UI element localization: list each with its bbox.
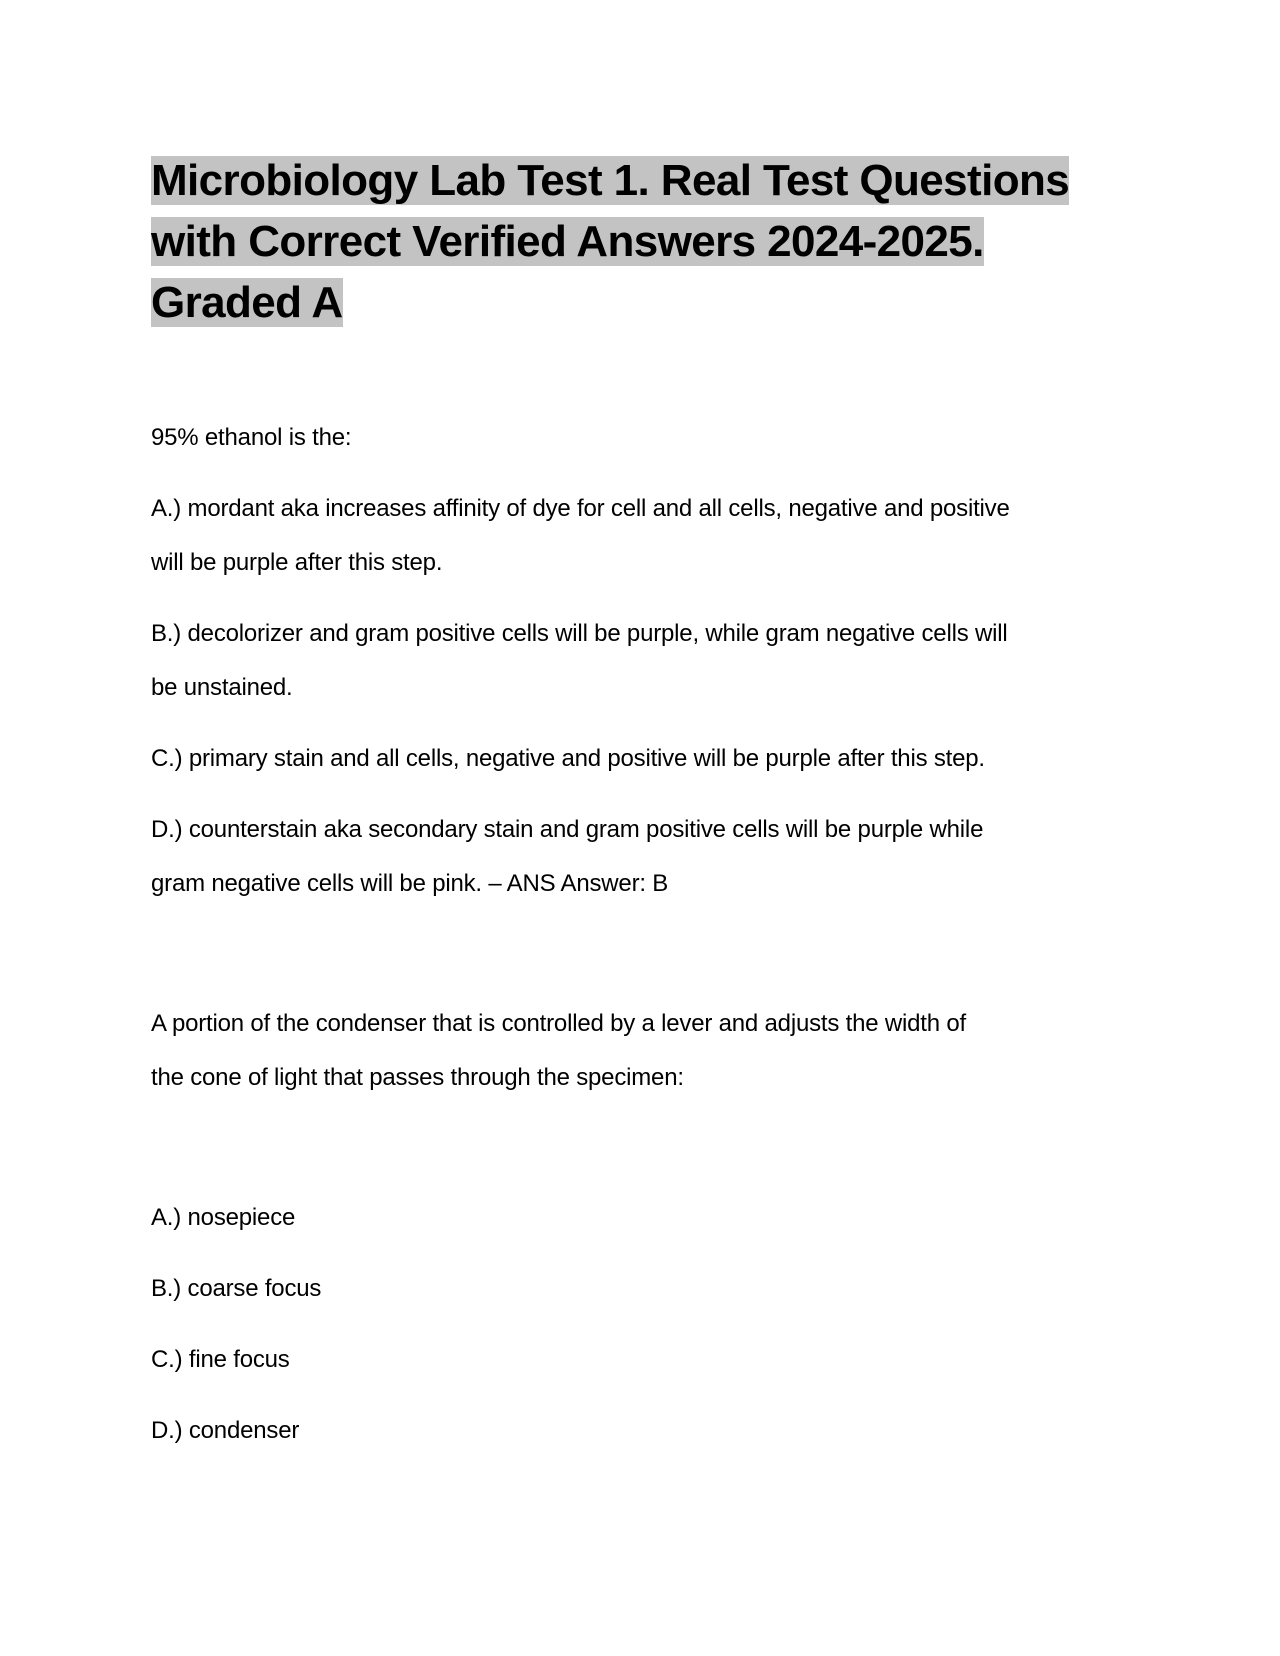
document-page xyxy=(151,150,1136,1458)
question-2-option-a: A.) nosepiece xyxy=(151,1204,296,1231)
question-1 xyxy=(151,411,1136,911)
title-line: with Correct Verified Answers 2024-2025. xyxy=(151,217,984,266)
question-1-stem: 95% ethanol is the: xyxy=(151,424,352,451)
document-title xyxy=(151,150,1136,333)
question-1-option-b: B.) decolorizer and gram positive cells will be purple, while gram negative cells will be unstained. xyxy=(151,620,1008,701)
question-1-option-d: D.) counterstain aka secondary stain and gram positive cells will be purple while gram negative cells will be pink. – ANS Answer: B xyxy=(151,816,984,897)
question-1-option-a: A.) mordant aka increases affinity of dye for cell and all cells, negative and positive will be purple after this step. xyxy=(151,495,1010,576)
question-2-stem: A portion of the condenser that is controlled by a lever and adjusts the width of the cone of light that passes through the specimen: xyxy=(151,1010,966,1091)
title-line: Microbiology Lab Test 1. Real Test Questions xyxy=(151,156,1070,205)
question-2-option-c: C.) fine focus xyxy=(151,1346,290,1373)
question-2-option-b: B.) coarse focus xyxy=(151,1275,322,1302)
question-2 xyxy=(151,997,1136,1458)
title-line: Graded A xyxy=(151,278,343,327)
question-2-option-d: D.) condenser xyxy=(151,1417,300,1444)
question-1-option-c: C.) primary stain and all cells, negative and positive will be purple after this step. xyxy=(151,745,985,772)
